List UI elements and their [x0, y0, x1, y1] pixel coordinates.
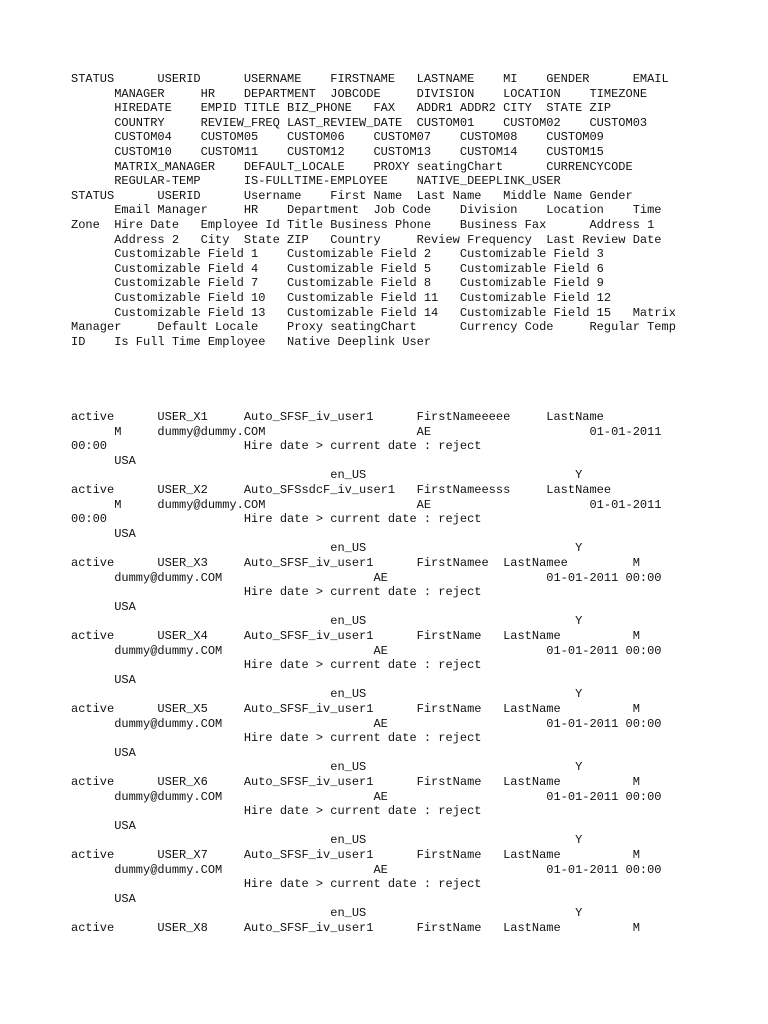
header-line: Address 2 City State ZIP Country Review Frequency Last Review Date	[71, 232, 662, 247]
record-line: en_US Y	[71, 468, 583, 483]
header-line: Email Manager HR Department Job Code Division Location Time	[71, 203, 662, 218]
header-line: MANAGER HR DEPARTMENT JOBCODE DIVISION LOCATION TIMEZONE	[71, 86, 648, 101]
header-line: CUSTOM04 CUSTOM05 CUSTOM06 CUSTOM07 CUSTOM08 CUSTOM09	[71, 130, 604, 145]
record-line: en_US Y	[71, 541, 583, 556]
header-line: REGULAR-TEMP IS-FULLTIME-EMPLOYEE NATIVE_DEEPLINK_USER	[71, 174, 561, 189]
header-line: Zone Hire Date Employee Id Title Business Phone Business Fax Address 1	[71, 218, 655, 232]
header-line: CUSTOM10 CUSTOM11 CUSTOM12 CUSTOM13 CUSTOM14 CUSTOM15	[71, 145, 604, 159]
header-line: STATUS USERID USERNAME FIRSTNAME LASTNAME MI GENDER EMAIL	[71, 72, 669, 86]
record-line: dummy@dummy.COM AE 01-01-2011 00:00	[71, 789, 662, 804]
record-line: en_US Y	[71, 833, 583, 848]
record-line: active USER_X3 Auto_SFSF_iv_user1 FirstNamee LastNamee M	[71, 556, 640, 570]
record-line: USA	[71, 526, 136, 541]
record-line: active USER_X7 Auto_SFSF_iv_user1 FirstName LastName M	[71, 848, 640, 862]
header-line: STATUS USERID Username First Name Last Name Middle Name Gender	[71, 188, 633, 203]
record-line: dummy@dummy.COM AE 01-01-2011 00:00	[71, 862, 662, 877]
record-line: USA	[71, 891, 136, 906]
record-line: en_US Y	[71, 906, 583, 921]
record-line: active USER_X2 Auto_SFSsdcF_iv_user1 FirstNameesss LastNamee	[71, 483, 612, 497]
record-line: dummy@dummy.COM AE 01-01-2011 00:00	[71, 570, 662, 585]
header-line: Customizable Field 10 Customizable Field 11 Customizable Field 12	[71, 291, 612, 305]
record-line: Hire date > current date : reject	[71, 731, 482, 746]
record-line: USA	[71, 599, 136, 614]
record-line: USA	[71, 818, 136, 833]
header-line: MATRIX_MANAGER DEFAULT_LOCALE PROXY seatingChart CURRENCYCODE	[71, 159, 633, 174]
record-line: active USER_X4 Auto_SFSF_iv_user1 FirstName LastName M	[71, 629, 640, 643]
record-line: dummy@dummy.COM AE 01-01-2011 00:00	[71, 643, 662, 658]
record-line: active USER_X5 Auto_SFSF_iv_user1 FirstName LastName M	[71, 702, 640, 716]
header-line: Customizable Field 7 Customizable Field 8 Customizable Field 9	[71, 276, 604, 291]
record-line: dummy@dummy.COM AE 01-01-2011 00:00	[71, 716, 662, 731]
record-line: 00:00 Hire date > current date : reject	[71, 439, 482, 454]
header-line: Manager Default Locale Proxy seatingChart Currency Code Regular Temp	[71, 320, 676, 335]
header-line: COUNTRY REVIEW_FREQ LAST_REVIEW_DATE CUSTOM01 CUSTOM02 CUSTOM03	[71, 115, 648, 130]
record-line: active USER_X8 Auto_SFSF_iv_user1 FirstName LastName M	[71, 921, 640, 935]
record-line: en_US Y	[71, 614, 583, 629]
record-line: Hire date > current date : reject	[71, 877, 482, 892]
record-line: Hire date > current date : reject	[71, 804, 482, 819]
record-line: USA	[71, 453, 136, 468]
header-line: Customizable Field 4 Customizable Field 5 Customizable Field 6	[71, 261, 604, 276]
record-line: en_US Y	[71, 687, 583, 702]
record-line: 00:00 Hire date > current date : reject	[71, 512, 482, 527]
record-line: M dummy@dummy.COM AE 01-01-2011	[71, 497, 662, 512]
header-line: Customizable Field 13 Customizable Field 14 Customizable Field 15 Matrix	[71, 305, 676, 320]
header-line: Customizable Field 1 Customizable Field 2 Customizable Field 3	[71, 247, 604, 262]
record-line: active USER_X1 Auto_SFSF_iv_user1 FirstNameeeee LastName	[71, 410, 604, 424]
record-line: en_US Y	[71, 760, 583, 775]
record-line: M dummy@dummy.COM AE 01-01-2011	[71, 424, 662, 439]
record-line: Hire date > current date : reject	[71, 585, 482, 600]
header-line: ID Is Full Time Employee Native Deeplink User	[71, 334, 432, 349]
record-line: USA	[71, 672, 136, 687]
record-line: USA	[71, 745, 136, 760]
record-line: Hire date > current date : reject	[71, 658, 482, 673]
record-line: active USER_X6 Auto_SFSF_iv_user1 FirstName LastName M	[71, 775, 640, 789]
header-line: HIREDATE EMPID TITLE BIZ_PHONE FAX ADDR1 ADDR2 CITY STATE ZIP	[71, 101, 612, 116]
